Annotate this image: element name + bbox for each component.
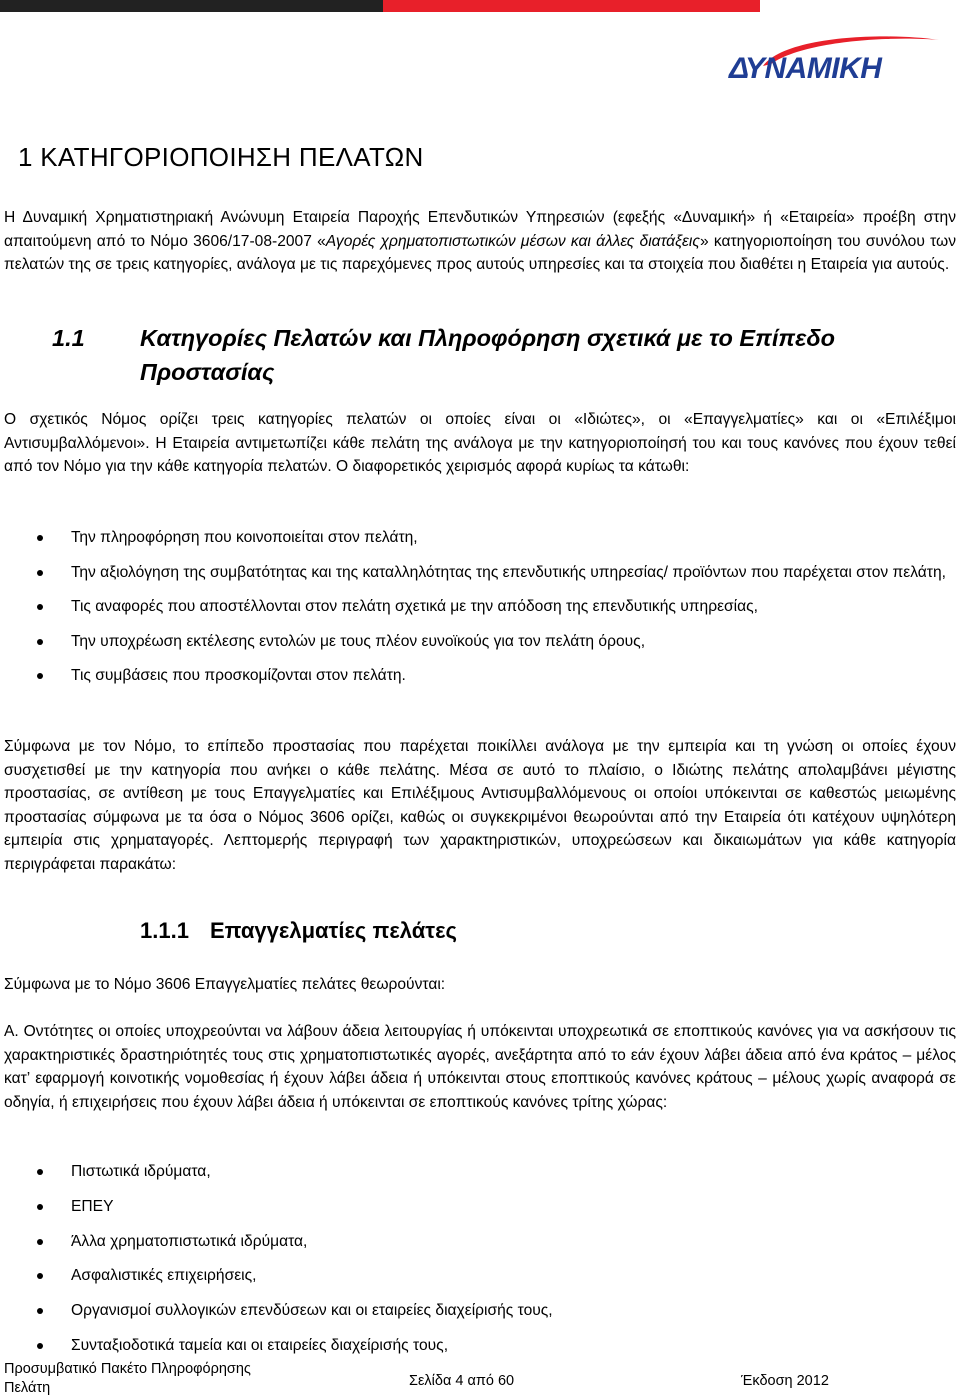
page-footer xyxy=(0,1360,960,1399)
bullet-icon xyxy=(37,1308,43,1314)
list-item xyxy=(0,1160,957,1184)
dynamiki-logo xyxy=(725,30,945,90)
page-number: Σελίδα 4 από 60 xyxy=(409,1373,515,1389)
list-item xyxy=(0,1334,957,1358)
sub-subsection-number: 1.1.1 xyxy=(140,918,189,943)
list-item xyxy=(0,1299,957,1323)
sub-subsection-title-text: Επαγγελματίες πελάτες xyxy=(210,918,457,943)
bullet-icon xyxy=(37,1273,43,1279)
footer-doc-title-line1: Προσυμβατικό Πακέτο Πληροφόρησης xyxy=(4,1361,251,1377)
bullet-icon xyxy=(37,604,43,610)
list-item-text: Την πληροφόρηση που κοινοποιείται στον πελάτη, xyxy=(71,529,418,546)
point-a-paragraph: Α. Οντότητες οι οποίες υποχρεούνται να λάβουν άδεια λειτουργίας ή υπόκεινται υποχρεωτικά σε εποπτικούς κανόνες για να ασκήσουν τις χαρακτηριστικές δραστηριότητές τους στις χρηματοπιστωτικές αγορές, ανεξάρτητα από το εάν έχουν λάβει άδεια από ένα κράτος – μέλος κατ’ εφαρμογή κοινοτικής νομοθεσίας ή έχουν λάβει άδεια ή υπόκεινται στους εποπτικούς κανόνες κράτους – μέλους χωρίς αναφορά σε οδηγία, ή επιχειρήσεις που έχουν λάβει άδεια ή υπόκεινται σε εποπτικούς κανόνες τρίτης χώρας: xyxy=(4,1023,956,1111)
protection-level-paragraph: Σύμφωνα με τον Νόμο, το επίπεδο προστασίας που παρέχεται ποικίλλει ανάλογα με την εμπειρία και τη γνώση οι οποίες έχουν συσχετισθεί με την κατηγορία που ανήκει ο κάθε πελάτης. Μέσα σε αυτό το πλαίσιο, ο Ιδιώτης πελάτης απολαμβάνει μέγιστης προστασίας, σε αντίθεση με τους Επαγγελματίες και Επιλέξιμους Αντισυμβαλλόμενους οι οποίοι υπόκεινται σε καθεστώς μειωμένης προστασίας σύμφωνα με τα όσα ο Νόμος 3606 ορίζει, καθώς οι συγκεκριμένοι θεωρούνται από την Εταιρεία ότι κατέχουν υψηλότερη εμπειρία στις χρηματαγορές. Λεπτομερής περιγραφή των χαρακτηριστικών, υποχρεώσεων και δικαιωμάτων για κάθε κατηγορία περιγράφεται παρακάτω: xyxy=(4,738,956,873)
treatment-list xyxy=(0,526,960,699)
list-item xyxy=(0,630,957,654)
subsection-title xyxy=(52,321,957,389)
subsection-title-line2: Προστασίας xyxy=(140,359,275,385)
list-item xyxy=(0,595,957,619)
list-item-text: Τις συμβάσεις που προσκομίζονται στον πελάτη. xyxy=(71,667,406,684)
header-bar-red xyxy=(383,0,760,12)
bullet-icon xyxy=(37,673,43,679)
intro-text-end: » κατηγοριοποίηση του συνόλου των πελατών της σε τρεις κατηγορίες, ανάλογα με τις παρεχόμενες προς αυτούς υπηρεσίες και τα στοιχεία που διαθέτει η Εταιρεία για αυτούς. xyxy=(4,232,956,273)
list-item xyxy=(0,1195,957,1219)
list-item-text: Τις αναφορές που αποστέλλονται στον πελάτη σχετικά με την απόδοση της επενδυτικής υπηρεσίας, xyxy=(71,598,758,615)
footer-doc-title xyxy=(4,1360,251,1398)
bullet-icon xyxy=(37,1343,43,1349)
subsection-title-line1: Κατηγορίες Πελατών και Πληροφόρηση σχετικά με το Επίπεδο xyxy=(140,325,836,351)
bullet-icon xyxy=(37,1204,43,1210)
bullet-icon xyxy=(37,1169,43,1175)
subsection-number: 1.1 xyxy=(52,325,85,351)
list-item-text: Συνταξιοδοτικά ταμεία και οι εταιρείες διαχείρισής τους, xyxy=(71,1336,449,1354)
list-item-text: Πιστωτικά ιδρύματα, xyxy=(71,1163,211,1180)
list-item xyxy=(0,561,957,585)
professional-intro: Σύμφωνα με το Νόμο 3606 Επαγγελματίες πελάτες θεωρούνται: xyxy=(4,976,446,993)
list-item-text: Ασφαλιστικές επιχειρήσεις, xyxy=(71,1267,257,1285)
header-bar-dark xyxy=(0,0,383,12)
entities-list xyxy=(0,1160,960,1369)
edition-label: Έκδοση 2012 xyxy=(741,1373,829,1389)
list-item xyxy=(0,526,957,550)
list-item-text: Άλλα χρηματοπιστωτικά ιδρύματα, xyxy=(71,1232,308,1250)
law-title: Αγορές χρηματοπιστωτικών μέσων και άλλες διατάξεις xyxy=(325,232,700,250)
bullet-icon xyxy=(37,639,43,645)
footer-doc-title-line2: Πελάτη xyxy=(4,1380,51,1396)
bullet-icon xyxy=(37,535,43,541)
list-item-text: ΕΠΕΥ xyxy=(71,1197,114,1215)
list-item-text: Την αξιολόγηση της συμβατότητας και της καταλληλότητας της επενδυτικής υπηρεσίας/ προϊόντων που παρέχεται στον πελάτη, xyxy=(71,563,946,581)
list-item xyxy=(0,1264,957,1288)
list-item-text: Την υποχρέωση εκτέλεσης εντολών με τους πλέον ευνοϊκούς για τον πελάτη όρους, xyxy=(71,632,646,650)
categories-paragraph: Ο σχετικός Νόμος ορίζει τρεις κατηγορίες πελατών οι οποίες είναι οι «Ιδιώτες», οι «Επαγγελματίες» και οι «Επιλέξιμοι Αντισυμβαλλόμενοι». Η Εταιρεία αντιμετωπίζει κάθε πελάτη της ανάλογα με την κατηγοριοποίησή του και τους κανόνες που έχουν τεθεί από τον Νόμο για την κάθε κατηγορία πελατών. Ο διαφορετικός χειρισμός αφορά κυρίως τα κάτωθι: xyxy=(4,411,956,475)
bullet-icon xyxy=(37,1239,43,1245)
list-item xyxy=(0,1230,957,1254)
sub-subsection-title xyxy=(140,918,457,944)
logo-wordmark: ΔΥΝΑΜΙΚΗ xyxy=(729,52,882,85)
intro-text-start: Η Δυναμική Χρηματιστηριακή Ανώνυμη Εταιρεία Παροχής Επενδυτικών Υπηρεσιών (εφεξής «Δυναμική» ή «Εταιρεία» προέβη στην απαιτούμενη από το Νόμο 3606/17-08-2007 « xyxy=(4,209,956,250)
list-item xyxy=(0,664,957,688)
section-title: 1 ΚΑΤΗΓΟΡΙΟΠΟΙΗΣΗ ΠΕΛΑΤΩΝ xyxy=(18,142,424,172)
list-item-text: Οργανισμοί συλλογικών επενδύσεων και οι εταιρείες διαχείρισής τους, xyxy=(71,1302,553,1320)
bullet-icon xyxy=(37,570,43,576)
intro-paragraph xyxy=(4,206,956,277)
